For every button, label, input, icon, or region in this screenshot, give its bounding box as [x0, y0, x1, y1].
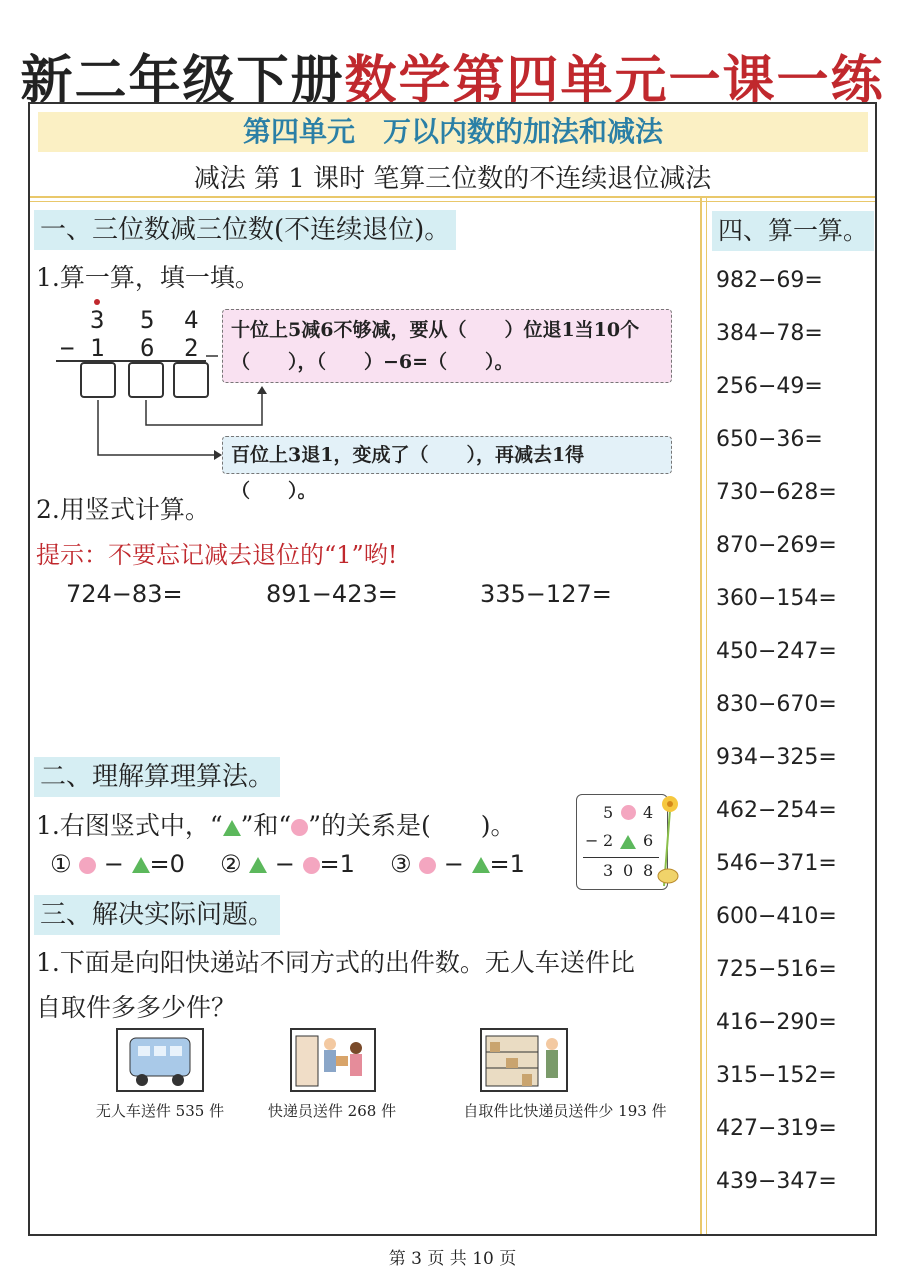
circle-icon: [621, 805, 636, 820]
calc-item: 450−247=: [716, 639, 837, 664]
mini-digit: 4: [643, 803, 654, 822]
option-1-marker: ①: [50, 850, 72, 878]
self-pickup-icon: [480, 1028, 568, 1092]
hint-text: 提示：不要忘记减去退位的“1”哟!: [36, 541, 398, 569]
calc-item: 600−410=: [716, 904, 837, 929]
calc-item: 546−371=: [716, 851, 837, 876]
mini-digit: 6: [643, 831, 654, 850]
problem-3: 335−127=: [480, 580, 612, 608]
mini-digit: 8: [643, 861, 654, 880]
lesson-title: 减法 第 1 课时 笔算三位数的不连续退位减法: [193, 164, 712, 194]
calc-item: 830−670=: [716, 692, 837, 717]
calc-item: 416−290=: [716, 1010, 837, 1035]
calc-item: 384−78=: [716, 321, 823, 346]
calc-item: 725−516=: [716, 957, 837, 982]
calc-item: 462−254=: [716, 798, 837, 823]
q1-label: 1.算一算，填一填。: [36, 263, 260, 292]
option-1: ① − =0: [50, 850, 185, 878]
vertical-top-tens: 5: [140, 306, 155, 334]
option-3-result: =1: [489, 850, 525, 878]
mini-digit: 0: [623, 861, 634, 880]
option-2-marker: ②: [220, 850, 242, 878]
calc-item: 315−152=: [716, 1063, 837, 1088]
problem-line1: 1.下面是向阳快递站不同方式的出件数。无人车送件比: [36, 948, 635, 977]
delivery-robot-icon: [116, 1028, 204, 1092]
vertical-bottom-tens: 6: [140, 334, 155, 362]
problem-line2: 自取件多多少件？: [36, 993, 237, 1022]
problem-2: 891−423=: [266, 580, 398, 608]
triangle-icon: [223, 820, 241, 836]
calc-item: 256−49=: [716, 374, 823, 399]
hint-box-tens: [222, 309, 672, 383]
vertical-bottom-hundreds: 1: [90, 334, 105, 362]
question-suffix: ”的关系是( )。: [308, 811, 516, 840]
mini-digit: 3: [603, 861, 614, 880]
calc-item: 870−269=: [716, 533, 837, 558]
triangle-icon: [472, 857, 490, 873]
option-1-result: =0: [149, 850, 185, 878]
section3-title: 三、解决实际问题。: [34, 895, 280, 935]
section1-title: 一、三位数减三位数(不连续退位)。: [34, 210, 456, 250]
calc-item: 982−69=: [716, 268, 823, 293]
mini-digit: 5: [603, 803, 614, 822]
hint-box-hundreds: 百位上3退1，变成了（ ），再减去1得（ ）。: [222, 436, 672, 474]
option-3: ③ − =1: [390, 850, 525, 878]
minus-sign: −: [60, 334, 75, 362]
hint-box-line2: （ ），（ ）−6=（ ）。: [231, 351, 514, 373]
relation-question: [36, 806, 516, 842]
calc-item: 439−347=: [716, 1169, 837, 1194]
page-footer: 第 3 页 共 10 页: [388, 1249, 517, 1269]
circle-icon: [79, 857, 96, 874]
hint-box-line1: 十位上5减6不够减，要从（ ）位退1当10个: [231, 319, 640, 341]
caption-robot: 无人车送件 535 件: [95, 1102, 225, 1120]
mini-line: [583, 857, 659, 858]
triangle-icon: [620, 835, 636, 849]
problem-1: 724−83=: [66, 580, 183, 608]
triangle-icon: [249, 857, 267, 873]
flower-icon: [650, 790, 690, 890]
section4-title: 四、算一算。: [712, 211, 874, 251]
option-2-result: =1: [319, 850, 355, 878]
option-3-marker: ③: [390, 850, 412, 878]
question-mid: ”和“: [240, 811, 292, 840]
option-2: ② − =1: [220, 850, 355, 878]
question-prefix: 1.右图竖式中，“: [36, 811, 223, 840]
calc-item: 730−628=: [716, 480, 837, 505]
vertical-top-ones: 4: [184, 306, 199, 334]
unit-banner: 第四单元 万以内数的加法和减法: [38, 112, 868, 152]
title-black: 新二年级下册: [20, 50, 345, 111]
calc-item: 934−325=: [716, 745, 837, 770]
vertical-top-hundreds: 3: [90, 306, 105, 334]
q2-label: 2.用竖式计算。: [36, 495, 210, 524]
calc-item: 427−319=: [716, 1116, 837, 1141]
caption-courier: 快递员送件 268 件: [267, 1102, 397, 1120]
mini-minus: −: [585, 831, 599, 850]
triangle-icon: [132, 857, 150, 873]
section2-title: 二、理解算理算法。: [34, 757, 280, 797]
calc-item: 650−36=: [716, 427, 823, 452]
circle-icon: [303, 857, 320, 874]
vertical-bottom-ones: 2: [184, 334, 199, 362]
courier-icon: [290, 1028, 376, 1092]
circle-icon: [291, 819, 308, 836]
circle-icon: [419, 857, 436, 874]
title-red: 数学第四单元一课一练: [344, 50, 885, 111]
calc-item: 360−154=: [716, 586, 837, 611]
caption-self-pickup: 自取件比快递员送件少 193 件: [463, 1102, 667, 1120]
mini-digit: 2: [603, 831, 614, 850]
